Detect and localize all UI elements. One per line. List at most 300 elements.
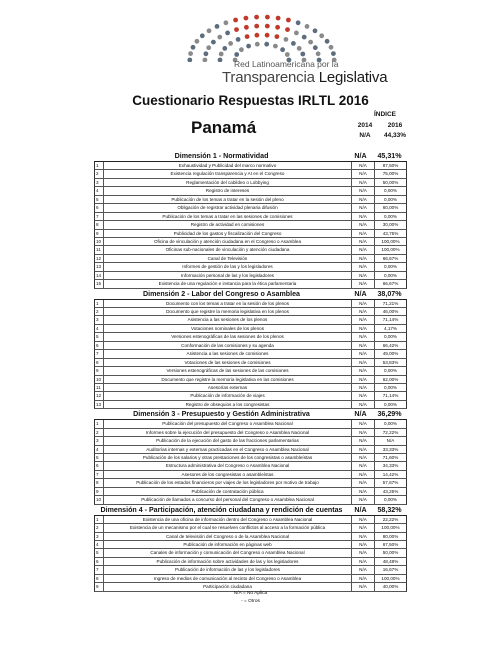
value-2014: N/A xyxy=(352,221,375,228)
rltl-logo xyxy=(152,12,388,88)
dimension-2014-value: N/A xyxy=(354,410,367,419)
indicator-name: Asistencia a las sesiones de comisiones xyxy=(104,350,352,357)
total-2014-value: N/A xyxy=(359,132,371,139)
dome-dot xyxy=(219,52,224,57)
value-2014: N/A xyxy=(352,359,375,366)
value-2016: 72,22% xyxy=(382,429,399,435)
indicator-name: Informes de gestión de las y los legisladores xyxy=(104,263,352,270)
value-2016: 0,00% xyxy=(383,264,398,270)
table-row xyxy=(94,170,407,178)
value-2014: N/A xyxy=(352,549,375,556)
dome-dot xyxy=(234,52,239,57)
value-2016: 0,00% xyxy=(383,196,398,202)
row-number: 13 xyxy=(95,263,104,270)
table-row xyxy=(94,541,407,549)
value-2014: N/A xyxy=(352,558,375,565)
indicator-name: Existencia de una regulación e instancia para la ética parlamentaria xyxy=(104,280,352,287)
dome-dot xyxy=(200,33,205,38)
row-number: 4 xyxy=(95,446,104,453)
table-row xyxy=(94,549,407,557)
value-2014: N/A xyxy=(352,471,375,478)
row-number: 8 xyxy=(95,359,104,366)
dome-dot xyxy=(273,44,278,49)
value-2016: 48,48% xyxy=(382,558,399,564)
dome-dot xyxy=(280,47,285,52)
row-number: 10 xyxy=(95,496,104,503)
dimension-2014-value: N/A xyxy=(354,289,367,298)
row-number: 4 xyxy=(95,325,104,332)
row-number: 1 xyxy=(95,300,104,307)
indicator-name: Publicación de los temas a tratar en la sesión del pleno xyxy=(104,196,352,203)
table-row xyxy=(94,204,407,212)
value-2014: N/A xyxy=(352,516,375,523)
table-row xyxy=(94,401,407,409)
note-na: N/A = No Aplica xyxy=(233,591,268,596)
dome-dot xyxy=(244,25,249,30)
indicator-name: Publicación de contratación pública xyxy=(104,488,352,495)
table-row xyxy=(94,308,407,316)
table-row xyxy=(94,213,407,221)
row-number: 12 xyxy=(95,255,104,262)
value-2016: 0,00% xyxy=(383,421,398,427)
indicator-name: Asesores de los congresistas o asambleístas xyxy=(104,471,352,478)
value-2014: N/A xyxy=(352,496,375,503)
value-2016: 22,22% xyxy=(382,516,399,522)
row-number: 4 xyxy=(95,187,104,194)
dome-dot xyxy=(276,16,281,21)
value-2016: 46,00% xyxy=(382,309,399,314)
dome-dot xyxy=(206,45,211,50)
indicator-name: Registro de actividad en comisiones xyxy=(104,221,352,228)
row-number: 4 xyxy=(95,541,104,548)
dome-dot xyxy=(254,15,259,20)
value-2014: N/A xyxy=(352,325,375,332)
value-2014: N/A xyxy=(352,196,375,203)
dome-dot xyxy=(284,37,289,42)
table-row xyxy=(94,238,407,246)
value-2016: 0,00% xyxy=(383,213,398,219)
dome-dot xyxy=(218,58,223,62)
indicator-name: Publicación de los temas a tratar en las sesiones de comisiones xyxy=(104,213,352,220)
dome-dot xyxy=(215,24,220,29)
table-row xyxy=(94,558,407,566)
dimension-2016-value: 58,32% xyxy=(377,505,402,514)
indicator-name: Versiones estenográficas de las sesiones de las comisiones xyxy=(104,367,352,374)
value-2016: 50,00% xyxy=(382,179,399,185)
value-2014: N/A xyxy=(352,187,375,194)
dome-dot xyxy=(233,18,238,23)
indicator-name: Canal de televisión del Congreso o de la Asamblea Nacional xyxy=(104,533,352,540)
dome-dot xyxy=(325,39,330,44)
value-2016: 0,00% xyxy=(383,401,398,407)
row-number: 14 xyxy=(95,272,104,279)
table-row xyxy=(94,246,407,254)
table-row xyxy=(94,187,407,195)
row-number: 10 xyxy=(95,238,104,245)
dome-dot xyxy=(246,44,251,49)
dimension-title: Dimensión 1 - Normatividad xyxy=(174,152,269,160)
indicator-name: Publicación de información de viajes xyxy=(104,392,352,399)
indicator-name: Publicación de los estados financieros por viajes de los legisladores por motivo de trabajo xyxy=(104,479,352,486)
indicator-name: Publicación de la ejecución del gasto de las fracciones parlamentarias xyxy=(104,437,352,444)
indicator-name: Información personal de las y los legisladores xyxy=(104,272,352,279)
value-2014: N/A xyxy=(352,446,375,453)
dimension-2016-value: 45,31% xyxy=(377,152,402,160)
value-2014: N/A xyxy=(352,401,375,408)
value-2016: 71,14% xyxy=(382,393,399,399)
indicator-name: Informes sobre la ejecución del presupuesto del Congreso o Asamblea Nacional xyxy=(104,429,352,436)
note-others: - = Otros xyxy=(241,598,260,604)
dome-dot xyxy=(245,34,250,39)
row-number: 8 xyxy=(95,479,104,486)
value-2014: N/A xyxy=(352,263,375,270)
dimension-2016-value: 36,29% xyxy=(377,410,402,419)
row-number: 6 xyxy=(95,462,104,469)
dimension-2014-value: N/A xyxy=(354,152,367,160)
value-2014: N/A xyxy=(352,524,375,531)
value-2014: N/A xyxy=(352,170,375,177)
value-2014: N/A xyxy=(352,246,375,253)
table-row xyxy=(94,376,407,384)
dimension-title: Dimensión 3 - Presupuesto y Gestión Administrativa xyxy=(133,410,310,419)
dome-dot xyxy=(217,35,222,40)
indicator-name: Publicación del presupuesto del Congreso o Asamblea Nacional xyxy=(104,420,352,427)
indicator-name: Documento con los temas a tratar en la sesión de los plenos xyxy=(104,300,352,307)
dome-dot xyxy=(297,46,302,51)
table-row xyxy=(94,325,407,333)
table-row xyxy=(94,566,407,574)
value-2016: 43,25% xyxy=(382,488,399,494)
row-number: 15 xyxy=(95,280,104,287)
dome-dot xyxy=(313,28,318,33)
value-2014: N/A xyxy=(352,204,375,211)
table-row xyxy=(94,516,407,524)
country-name: Panamá xyxy=(191,118,257,137)
row-number: 2 xyxy=(95,170,104,177)
indicator-name: Publicación de información sobre actividades de las y los legisladores xyxy=(104,558,352,565)
value-2014: N/A xyxy=(352,238,375,245)
table-row xyxy=(94,420,407,428)
value-2014: N/A xyxy=(352,420,375,427)
indicator-name: Publicación de los salarios y otras prestaciones de los congresistas o asambleístas xyxy=(104,454,352,461)
table-row xyxy=(94,196,407,204)
dome-dot xyxy=(286,18,291,23)
value-2016: 16,67% xyxy=(382,567,399,573)
value-2014: N/A xyxy=(352,429,375,436)
row-number: 3 xyxy=(95,533,104,540)
value-2014: N/A xyxy=(352,376,375,383)
indicator-name: Obligación de registrar actividad plenaria difusión xyxy=(104,204,352,211)
results-table xyxy=(94,151,407,592)
value-2014: N/A xyxy=(352,213,375,220)
value-2014: N/A xyxy=(352,333,375,340)
dome-dot xyxy=(265,15,270,20)
value-2016: 33,33% xyxy=(382,446,399,452)
value-2014: N/A xyxy=(352,162,375,169)
value-2016: 100,00% xyxy=(381,238,400,244)
row-number: 5 xyxy=(95,196,104,203)
value-2016: 0,00% xyxy=(383,497,398,503)
value-2016: 100,00% xyxy=(381,575,400,581)
row-number: 7 xyxy=(95,350,104,357)
value-2016: 0,00% xyxy=(383,334,398,340)
value-2016: 67,50% xyxy=(382,541,399,547)
value-2016: 60,00% xyxy=(382,205,399,211)
indicator-name: Canales de información y comunicación del Congreso o Asamblea Nacional xyxy=(104,549,352,556)
value-2016: 14,42% xyxy=(382,471,399,477)
indicator-name: Versiones estenográficas de las sesiones de los plenos xyxy=(104,333,352,340)
indicator-name: Publicidad de los gastos y fiscalización del Congreso xyxy=(104,230,352,237)
dome-dot xyxy=(302,35,307,40)
indicator-name: Conformación de las comisiones y su agenda xyxy=(104,342,352,349)
row-number: 5 xyxy=(95,549,104,556)
legend-notes xyxy=(0,590,501,605)
indicator-name: Participación ciudadana xyxy=(104,583,352,590)
dome-dot xyxy=(207,28,212,33)
indicator-name: Publicación de información en páginas web xyxy=(104,541,352,548)
value-2016: 100,00% xyxy=(381,525,400,531)
indicator-name: Registro de intereses xyxy=(104,187,352,194)
value-2014: N/A xyxy=(352,488,375,495)
table-row xyxy=(94,367,407,375)
row-number: 5 xyxy=(95,454,104,461)
row-number: 8 xyxy=(95,575,104,582)
row-number: 8 xyxy=(95,221,104,228)
row-number: 7 xyxy=(95,213,104,220)
value-2016: 4,17% xyxy=(383,325,398,331)
row-number: 13 xyxy=(95,401,104,408)
indicator-name: Existencia de una oficina de información dentro del Congreso o Asamblea Nacional xyxy=(104,516,352,523)
table-row xyxy=(94,462,407,470)
indicator-name: Votaciones de las sesiones de comisiones xyxy=(104,359,352,366)
indicator-name: Estructura administrativa del Congreso o Asamblea Nacional xyxy=(104,462,352,469)
dome-dot xyxy=(255,42,260,47)
table-row xyxy=(94,300,407,308)
value-2014: N/A xyxy=(352,272,375,279)
table-row xyxy=(94,533,407,541)
value-2014: N/A xyxy=(352,367,375,374)
indicator-name: Votaciones nominales de los plenos xyxy=(104,325,352,332)
value-2016: 0,00% xyxy=(383,272,398,278)
document-title: Cuestionario Respuestas IRLTL 2016 xyxy=(132,93,369,108)
row-number: 9 xyxy=(95,488,104,495)
year-2016-label: 2016 xyxy=(387,122,403,129)
indicator-name: Canal de Televisión xyxy=(104,255,352,262)
dimension-2016-value: 38,07% xyxy=(377,289,402,298)
indicator-name: Asistencia a las sesiones de los plenos xyxy=(104,316,352,323)
row-number: 11 xyxy=(95,246,104,253)
table-row xyxy=(94,488,407,496)
indicator-name: Oficina de vinculación y atención ciudadana en el Congreso o Asamblea xyxy=(104,238,352,245)
dome-dot xyxy=(225,31,230,36)
value-2014: N/A xyxy=(352,384,375,391)
value-2014: N/A xyxy=(352,583,375,590)
value-2016: 0,00% xyxy=(383,384,398,390)
dome-dot xyxy=(291,41,296,46)
dome-dot xyxy=(300,52,305,57)
dome-dot xyxy=(254,24,259,29)
indicator-name: Reglamentación del cabildeo o Lobbying xyxy=(104,179,352,186)
dimension-2014-value: N/A xyxy=(354,505,367,514)
row-number: 9 xyxy=(95,230,104,237)
dome-dot xyxy=(204,51,209,56)
value-2016: 80,00% xyxy=(382,533,399,539)
value-2016: 50,00% xyxy=(382,550,399,556)
indicator-name: Ingreso de medios de comunicación al recinto del Congreso o Asamblea xyxy=(104,575,352,582)
table-row xyxy=(94,255,407,263)
table-row xyxy=(94,392,407,400)
index-label: ÍNDICE xyxy=(373,111,397,118)
dome-dot xyxy=(275,34,280,39)
dome-dot xyxy=(329,45,334,50)
table-row xyxy=(94,446,407,454)
value-2016: 71,14% xyxy=(382,317,399,323)
total-2016-value: 44,33% xyxy=(383,132,407,139)
value-2016: 57,67% xyxy=(382,480,399,486)
value-2016: 66,67% xyxy=(382,255,399,261)
table-row xyxy=(94,479,407,487)
row-number: 3 xyxy=(95,437,104,444)
value-2014: N/A xyxy=(352,350,375,357)
row-number: 7 xyxy=(95,471,104,478)
dome-dot xyxy=(264,42,269,47)
row-number: 1 xyxy=(95,516,104,523)
value-2014: N/A xyxy=(352,316,375,323)
dome-dot xyxy=(222,46,227,51)
row-number: 6 xyxy=(95,558,104,565)
table-row xyxy=(94,263,407,271)
dome-dot xyxy=(319,33,324,38)
dome-dot xyxy=(265,33,270,38)
table-row xyxy=(94,316,407,324)
table-row xyxy=(94,179,407,187)
dimension-header xyxy=(94,151,407,162)
value-2014: N/A xyxy=(352,454,375,461)
value-2016: 0,00% xyxy=(383,368,398,374)
table-row xyxy=(94,350,407,358)
indicator-name: Registro de obsequios a los congresistas xyxy=(104,401,352,408)
table-row xyxy=(94,471,407,479)
table-row xyxy=(94,437,407,445)
dome-dot xyxy=(255,33,260,38)
table-row xyxy=(94,230,407,238)
dome-dot xyxy=(211,40,216,45)
row-number: 1 xyxy=(95,162,104,169)
row-number: 6 xyxy=(95,204,104,211)
indicator-name: Asesorías externas xyxy=(104,384,352,391)
value-2016: 40,00% xyxy=(382,584,399,590)
table-row xyxy=(94,162,407,170)
org-name-line1: Red Latinoamericana por la xyxy=(234,59,339,69)
value-2016: 71,60% xyxy=(382,455,399,460)
value-2014: N/A xyxy=(352,179,375,186)
row-number: 2 xyxy=(95,308,104,315)
row-number: 1 xyxy=(95,420,104,427)
row-number: 10 xyxy=(95,376,104,383)
value-2014: N/A xyxy=(352,437,375,444)
row-number: 2 xyxy=(95,524,104,531)
dome-logo-icon xyxy=(152,12,372,62)
table-row xyxy=(94,280,407,288)
table-row xyxy=(94,333,407,341)
indicator-name: Documento que registre la memoria legislativa en las comisiones xyxy=(104,376,352,383)
row-number: 3 xyxy=(95,179,104,186)
value-2014: N/A xyxy=(352,255,375,262)
row-number: 12 xyxy=(95,392,104,399)
table-row xyxy=(94,384,407,392)
value-2016: 34,33% xyxy=(382,463,399,469)
indicator-name: Existencia de un mecanismo por el cual se resuelven conflictos al acceso a la formación pública xyxy=(104,524,352,531)
table-row xyxy=(94,221,407,229)
value-2014: N/A xyxy=(352,300,375,307)
table-row xyxy=(94,575,407,583)
dome-dot xyxy=(294,31,299,36)
indicator-name: Existencia regulación transparencia y AI en el Congreso xyxy=(104,170,352,177)
row-number: 9 xyxy=(95,583,104,590)
org-name-legislativa: Legislativa xyxy=(318,69,388,86)
value-2014: N/A xyxy=(352,280,375,287)
dome-dot xyxy=(234,27,239,32)
table-row xyxy=(94,524,407,532)
value-2016: 30,00% xyxy=(382,222,399,228)
value-2014: N/A xyxy=(352,566,375,573)
dome-dot xyxy=(305,24,310,29)
row-number: 11 xyxy=(95,384,104,391)
indicator-name: Auditorías internas y externas practicadas en el Congreso o Asamblea Nacional xyxy=(104,446,352,453)
table-row xyxy=(94,454,407,462)
row-number: 7 xyxy=(95,566,104,573)
dome-dot xyxy=(187,58,192,62)
row-number: 9 xyxy=(95,367,104,374)
dome-dot xyxy=(308,40,313,45)
dimension-header xyxy=(94,289,407,300)
value-2016: 0,00% xyxy=(383,188,398,194)
indicator-name: Publicación de información de las y los legisladores xyxy=(104,566,352,573)
value-2016: 49,00% xyxy=(382,351,399,357)
dome-dot xyxy=(316,51,321,56)
dome-dot xyxy=(188,51,193,56)
value-2014: N/A xyxy=(352,308,375,315)
dimension-title: Dimensión 4 - Participación, atención ciudadana y rendición de cuentas xyxy=(100,505,343,514)
dome-dot xyxy=(275,25,280,30)
table-row xyxy=(94,359,407,367)
value-2016: 66,42% xyxy=(382,342,399,348)
dome-dot xyxy=(331,51,336,56)
year-2014-label: 2014 xyxy=(357,122,373,129)
dome-dot xyxy=(285,52,290,57)
dome-dot xyxy=(191,45,196,50)
row-number: 5 xyxy=(95,333,104,340)
dome-dot xyxy=(313,45,318,50)
table-row xyxy=(94,272,407,280)
dimension-header xyxy=(94,505,407,516)
dome-dot xyxy=(244,16,249,21)
value-2016: 75,00% xyxy=(382,171,399,177)
value-2014: N/A xyxy=(352,575,375,582)
dome-dot xyxy=(285,27,290,32)
value-2016: N/A xyxy=(386,438,395,444)
dome-dot xyxy=(195,39,200,44)
dimension-header xyxy=(94,409,407,420)
value-2016: 53,83% xyxy=(382,359,399,365)
value-2016: 87,50% xyxy=(382,163,399,168)
dome-dot xyxy=(236,37,241,42)
indicator-name: Exhaustividad y Publicidad del marco normativo xyxy=(104,162,352,169)
value-2016: 71,21% xyxy=(382,300,399,306)
indicator-name: Documento que registre la memoria legislativa en los plenos xyxy=(104,308,352,315)
table-row xyxy=(94,429,407,437)
value-2016: 43,75% xyxy=(382,230,399,236)
